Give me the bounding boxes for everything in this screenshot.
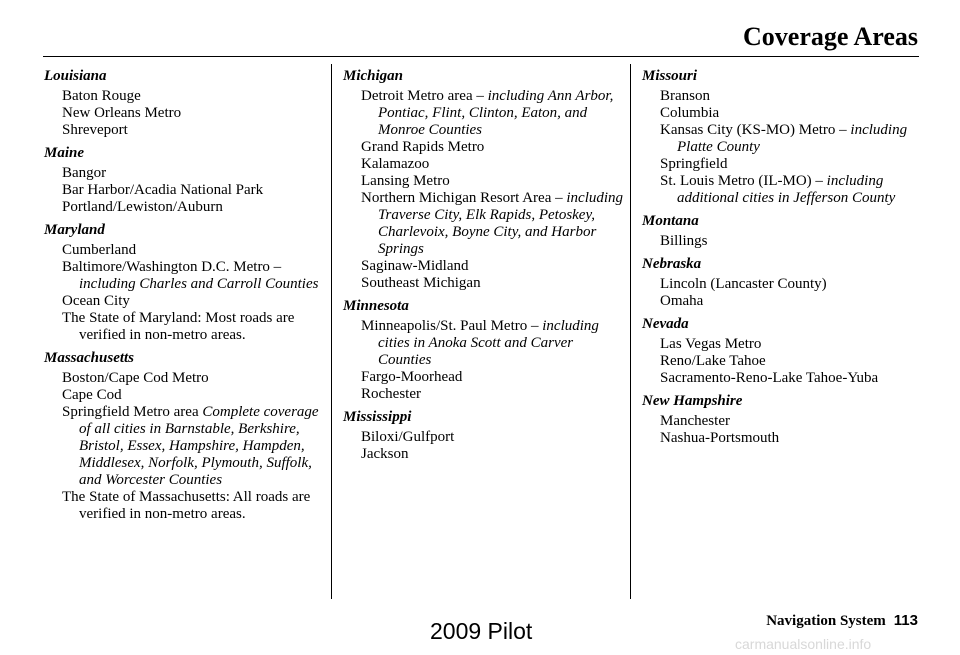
page-title: Coverage Areas [743,22,918,51]
coverage-entry-text: Baltimore/Washington D.C. Metro – [62,259,282,275]
state-heading: Minnesota [343,298,409,314]
coverage-entry [44,259,326,293]
coverage-entry [343,446,625,463]
coverage-entry-text: Grand Rapids Metro [361,139,485,155]
coverage-entry [642,353,924,370]
coverage-entry [343,156,625,173]
coverage-entry [44,404,326,489]
coverage-entry [343,258,625,275]
column-1 [44,68,326,523]
coverage-entry-text: Kansas City (KS-MO) Metro – [660,122,851,138]
state-heading: Maine [44,145,85,161]
watermark-model: 2009 Pilot [430,618,533,644]
coverage-entry-text: Springfield [660,156,728,172]
coverage-entry-text: Bar Harbor/Acadia National Park [62,182,264,198]
coverage-entry [642,413,924,430]
coverage-entry [44,199,326,216]
coverage-entry-text: Portland/Lewiston/Auburn [62,199,223,215]
coverage-entry-text: Cumberland [62,242,137,258]
coverage-entry-text: Manchester [660,413,730,429]
coverage-entry [642,88,924,105]
coverage-entry-text: Sacramento-Reno-Lake Tahoe-Yuba [660,370,879,386]
column-divider [630,64,631,599]
coverage-entry-text: Lansing Metro [361,173,450,189]
title-rule [43,56,919,57]
state-heading: Massachusetts [44,350,135,366]
coverage-entry-text: Fargo-Moorhead [361,369,463,385]
column-2 [343,68,625,463]
coverage-entry-text: Baton Rouge [62,88,141,104]
state-heading: New Hampshire [642,393,743,409]
state-heading: Mississippi [343,409,412,425]
coverage-entry-note: including additional cities in Jefferson County [677,173,896,206]
coverage-entry [642,156,924,173]
coverage-entry [343,190,625,258]
coverage-entry-text: Billings [660,233,708,249]
coverage-entry [642,336,924,353]
state-heading: Nebraska [642,256,702,272]
coverage-entry [343,429,625,446]
coverage-entry-text: Rochester [361,386,421,402]
coverage-entry-text: The State of Massachusetts: All roads are verified in non-metro areas. [62,489,311,522]
state-heading: Louisiana [44,68,107,84]
coverage-entry [44,165,326,182]
state-heading: Maryland [44,222,105,238]
footer-section-name: Navigation System [766,613,886,629]
coverage-entry-text: Lincoln (Lancaster County) [660,276,827,292]
coverage-entry-note: including Charles and Carroll Counties [79,276,319,292]
coverage-entry [343,275,625,292]
coverage-entry-text: The State of Maryland: Most roads are verified in non-metro areas. [62,310,295,343]
coverage-entry [343,88,625,139]
coverage-entry [44,105,326,122]
coverage-entry [343,369,625,386]
column-3 [642,68,924,447]
coverage-entry-text: New Orleans Metro [62,105,182,121]
coverage-entry-text: Northern Michigan Resort Area – [361,190,567,206]
coverage-entry [642,173,924,207]
coverage-entry-text: Saginaw-Midland [361,258,469,274]
coverage-entry [44,489,326,523]
state-heading: Montana [642,213,699,229]
coverage-entry [44,387,326,404]
coverage-entry [44,242,326,259]
coverage-entry-text: Southeast Michigan [361,275,481,291]
coverage-entry [642,122,924,156]
coverage-entry-text: Detroit Metro area – [361,88,488,104]
coverage-entry [343,173,625,190]
coverage-entry [642,105,924,122]
coverage-entry [44,370,326,387]
coverage-entry-text: Kalamazoo [361,156,430,172]
coverage-entry [44,88,326,105]
coverage-entry [44,122,326,139]
state-heading: Nevada [642,316,689,332]
state-heading: Missouri [642,68,698,84]
coverage-entry-text: Springfield Metro area [62,404,203,420]
coverage-entry-text: Shreveport [62,122,128,138]
coverage-entry [642,293,924,310]
coverage-entry-text: Reno/Lake Tahoe [660,353,766,369]
coverage-entry [44,310,326,344]
coverage-entry [642,370,924,387]
coverage-entry-note: including Traverse City, Elk Rapids, Petoskey, Charlevoix, Boyne City, and Harbor Springs [378,190,624,257]
coverage-entry [642,430,924,447]
coverage-entry-text: Minneapolis/St. Paul Metro – [361,318,543,334]
coverage-entry-text: Branson [660,88,710,104]
coverage-entry-text: Jackson [361,446,409,462]
watermark-site: carmanualsonline.info [735,636,872,652]
coverage-entry-text: St. Louis Metro (IL-MO) – [660,173,827,189]
page-footer [766,612,918,630]
coverage-entry [642,233,924,250]
coverage-entry-text: Las Vegas Metro [660,336,762,352]
coverage-entry-note: including cities in Anoka Scott and Carver Counties [378,318,599,368]
coverage-entry-note: including Ann Arbor, Pontiac, Flint, Clinton, Eaton, and Monroe Counties [378,88,614,138]
coverage-entry-text: Columbia [660,105,720,121]
coverage-entry-text: Omaha [660,293,704,309]
coverage-entry-text: Nashua-Portsmouth [660,430,780,446]
coverage-entry [343,139,625,156]
coverage-entry-note: Complete coverage of all cities in Barnstable, Berkshire, Bristol, Essex, Hampshire, Hampden, Middlesex, Norfolk, Plymouth, Suffolk, and Worcester Counties [79,404,319,488]
coverage-entry-text: Biloxi/Gulfport [361,429,455,445]
coverage-entry [343,386,625,403]
coverage-entry-text: Cape Cod [62,387,122,403]
coverage-entry [343,318,625,369]
state-heading: Michigan [343,68,404,84]
column-divider [331,64,332,599]
coverage-entry [44,293,326,310]
page-number: 113 [893,612,918,629]
coverage-entry-text: Bangor [62,165,107,181]
coverage-entry [642,276,924,293]
coverage-entry-note: including Platte County [677,122,908,155]
coverage-entry-text: Ocean City [62,293,130,309]
coverage-entry-text: Boston/Cape Cod Metro [62,370,209,386]
coverage-entry [44,182,326,199]
